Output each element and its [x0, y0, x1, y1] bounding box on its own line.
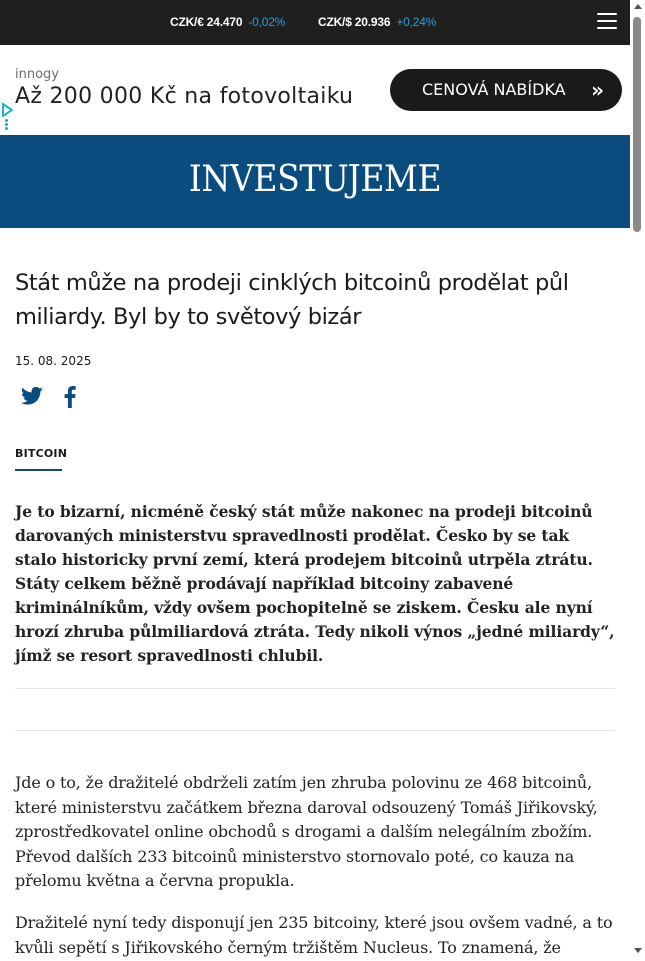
rate-eur-change: -0,02% [248, 15, 286, 29]
top-bar [0, 0, 630, 45]
double-chevron-right-icon: » [591, 78, 604, 102]
ad-choices-icon[interactable] [2, 103, 13, 117]
ad-brand: innogy [15, 67, 59, 82]
site-logo[interactable]: INVESTUJEME [188, 159, 442, 200]
scroll-down-arrow-icon[interactable] [634, 948, 642, 953]
rate-eur-pair: CZK/€ 24.470 [170, 15, 243, 29]
rate-eur[interactable] [170, 15, 285, 29]
site-header [0, 135, 630, 228]
share-twitter-button[interactable] [21, 386, 43, 410]
share-facebook-button[interactable] [64, 386, 76, 412]
article-title: Stát může na prodeji cinklých bitcoinů prodělat půl miliardy. Byl by to světový bizár [15, 270, 569, 330]
ad-cta-button[interactable] [390, 69, 622, 111]
twitter-icon [21, 386, 43, 406]
ad-headline[interactable]: Až 200 000 Kč na fotovoltaiku [15, 84, 354, 109]
article-paragraph: Jde o to, že dražitelé obdrželi zatím jen zhruba polovinu ze 468 bitcoinů, které ministerstvu začátkem března daroval odsouzený Tomáš Jiřikovský, zprostředkovatel online obchodů s drogami a dalším nelegálním zbožím. Převod dalších 233 bitcoinů ministerstvo stornovalo poté, co kauza na přelomu května a června propukla. [15, 773, 598, 890]
rate-usd[interactable] [318, 15, 436, 29]
scrollbar-thumb[interactable] [633, 17, 641, 232]
hamburger-icon[interactable] [597, 13, 617, 31]
article-perex: Je to bizarní, nicméně český stát může nakonec na prodeji bitcoinů darovaných ministerstvu spravedlnosti prodělat. Česko by se tak stalo historicky první zemí, která prodejem bitcoinů utrpěla ztrátu. Státy celkem běžně prodávají například bitcoiny zabavené kriminálníkům, vždy ovšem pochopitelně se ziskem. Česku ale nyní hrozí zhruba půlmiliardová ztráta. Tedy nikoli výnos „jedné miliardy“, jímž se resort spravedlnosti chlubil. [15, 502, 615, 665]
ad-banner[interactable] [0, 45, 630, 136]
ad-options-icon[interactable] [5, 119, 9, 131]
article-tag[interactable]: BITCOIN [15, 447, 68, 460]
tag-underline [15, 469, 62, 471]
divider [15, 730, 615, 731]
scrollbar[interactable] [630, 0, 645, 961]
rate-usd-pair: CZK/$ 20.936 [318, 15, 391, 29]
ad-cta-label: CENOVÁ NABÍDKA [422, 80, 566, 99]
divider [15, 688, 615, 689]
rate-usd-change: +0,24% [396, 15, 437, 29]
scroll-up-arrow-icon[interactable] [634, 4, 642, 9]
article-date: 15. 08. 2025 [15, 354, 92, 368]
article-paragraph: Dražitelé nyní tedy disponují jen 235 bitcoiny, které jsou ovšem vadné, a to kvůli sepětí s Jiřikovského černým tržištěm Nucleus. To znamená, že [15, 913, 613, 957]
facebook-icon [64, 386, 76, 408]
